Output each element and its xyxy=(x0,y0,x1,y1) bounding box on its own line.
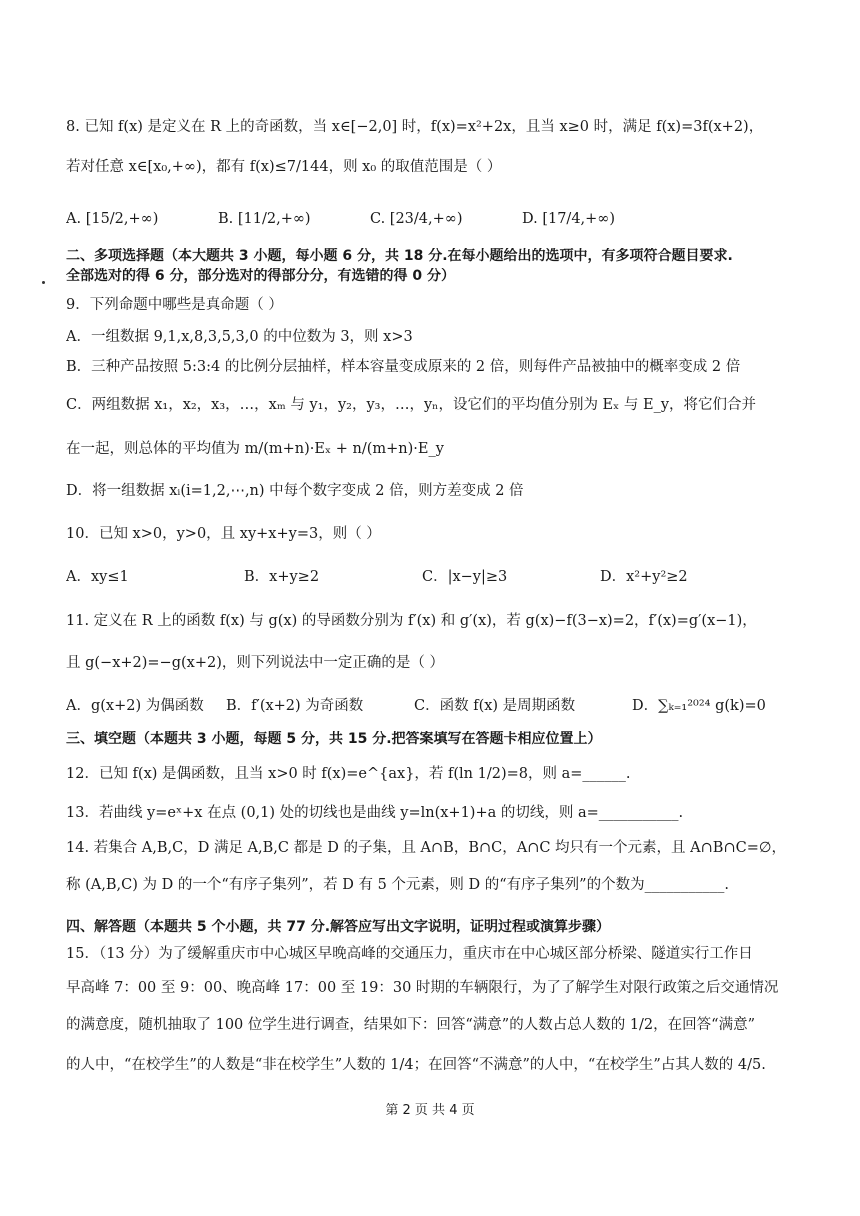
q8-line2: 若对任意 x∈[x₀,+∞)，都有 f(x)≤7/144，则 x₀ 的取值范围是（ ） xyxy=(66,159,502,175)
q15-line3: 的满意度，随机抽取了 100 位学生进行调查，结果如下：回答“满意”的人数占总人数的 1/2，在回答“满意” xyxy=(66,1017,755,1033)
stray-dot xyxy=(42,281,45,284)
q10-option-a: A．xy≤1 xyxy=(66,569,129,585)
section2-heading-line1: 二、多项选择题（本大题共 3 小题，每小题 6 分，共 18 分.在每小题给出的选项中，有多项符合题目要求. xyxy=(66,248,733,264)
q11-line2: 且 g(−x+2)=−g(x+2)，则下列说法中一定正确的是（ ） xyxy=(66,655,444,671)
q10-stem: 10．已知 x>0，y>0，且 xy+x+y=3，则（ ） xyxy=(66,526,381,542)
section2-heading-line2: 全部选对的得 6 分，部分选对的得部分分，有选错的得 0 分） xyxy=(66,268,455,284)
section3-heading: 三、填空题（本题共 3 小题，每题 5 分，共 15 分.把答案填写在答题卡相应位置上） xyxy=(66,731,602,747)
q10-option-b: B．x+y≥2 xyxy=(244,569,320,585)
q15-line4: 的人中，“在校学生”的人数是“非在校学生”人数的 1/4；在回答“不满意”的人中，“在校学生”占其人数的 4/5. xyxy=(66,1057,766,1073)
q9-option-c-line2: 在一起，则总体的平均值为 m/(m+n)·Eₓ + n/(m+n)·E_y xyxy=(66,441,444,457)
q11-option-b: B．f′(x+2) 为奇函数 xyxy=(226,698,364,714)
q15-line1: 15．（13 分）为了缓解重庆市中心城区早晚高峰的交通压力，重庆市在中心城区部分桥梁、隧道实行工作日 xyxy=(66,946,753,962)
q10-option-c: C．|x−y|≥3 xyxy=(422,569,508,585)
q14-line1: 14. 若集合 A,B,C，D 满足 A,B,C 都是 D 的子集，且 A∩B，B∩C，A∩C 均只有一个元素，且 A∩B∩C=∅， xyxy=(66,840,786,856)
q9-option-b: B．三种产品按照 5:3:4 的比例分层抽样，样本容量变成原来的 2 倍，则每件产品被抽中的概率变成 2 倍 xyxy=(66,359,741,375)
q8-option-c: C. [23/4,+∞) xyxy=(370,211,463,227)
q9-option-c-line1: C．两组数据 x₁，x₂，x₃，…，xₘ 与 y₁，y₂，y₃，…，yₙ，设它们的平均值分别为 Eₓ 与 E_y，将它们合并 xyxy=(66,397,757,413)
q11-options xyxy=(66,697,810,715)
q10-option-d: D．x²+y²≥2 xyxy=(600,569,688,585)
q8-option-d: D. [17/4,+∞) xyxy=(522,211,616,227)
q9-option-a: A．一组数据 9,1,x,8,3,5,3,0 的中位数为 3，则 x>3 xyxy=(66,329,413,345)
q11-option-a: A．g(x+2) 为偶函数 xyxy=(66,698,204,714)
q12: 12．已知 f(x) 是偶函数，且当 x>0 时 f(x)=e^{ax}，若 f(ln 1/2)=8，则 a=______. xyxy=(66,766,631,782)
q10-options xyxy=(66,568,810,586)
q14-line2: 称 (A,B,C) 为 D 的一个“有序子集列”，若 D 有 5 个元素，则 D 的“有序子集列”的个数为___________. xyxy=(66,877,729,893)
q8-options xyxy=(66,210,810,228)
q9-stem: 9．下列命题中哪些是真命题（ ） xyxy=(66,297,283,313)
q8-line1: 8. 已知 f(x) 是定义在 R 上的奇函数，当 x∈[−2,0] 时，f(x)=x²+2x，且当 x≥0 时，满足 f(x)=3f(x+2)， xyxy=(66,119,764,135)
page-footer: 第 2 页 共 4 页 xyxy=(385,1103,475,1118)
q11-option-d: D．∑ₖ₌₁²⁰²⁴ g(k)=0 xyxy=(632,698,766,714)
q11-line1: 11. 定义在 R 上的函数 f(x) 与 g(x) 的导函数分别为 f′(x) 和 g′(x)，若 g(x)−f(3−x)=2，f′(x)=g′(x−1)， xyxy=(66,613,757,629)
section4-heading: 四、解答题（本题共 5 个小题，共 77 分.解答应写出文字说明，证明过程或演算步骤） xyxy=(66,919,611,935)
q9-option-d: D．将一组数据 xᵢ(i=1,2,⋯,n) 中每个数字变成 2 倍，则方差变成 2 倍 xyxy=(66,483,524,499)
q8-option-a: A. [15/2,+∞) xyxy=(66,211,159,227)
q8-option-b: B. [11/2,+∞) xyxy=(218,211,311,227)
q11-option-c: C．函数 f(x) 是周期函数 xyxy=(414,698,576,714)
q13: 13．若曲线 y=eˣ+x 在点 (0,1) 处的切线也是曲线 y=ln(x+1)+a 的切线，则 a=___________. xyxy=(66,805,684,821)
q15-line2: 早高峰 7：00 至 9：00、晚高峰 17：00 至 19：30 时期的车辆限行，为了了解学生对限行政策之后交通情况 xyxy=(66,980,779,996)
